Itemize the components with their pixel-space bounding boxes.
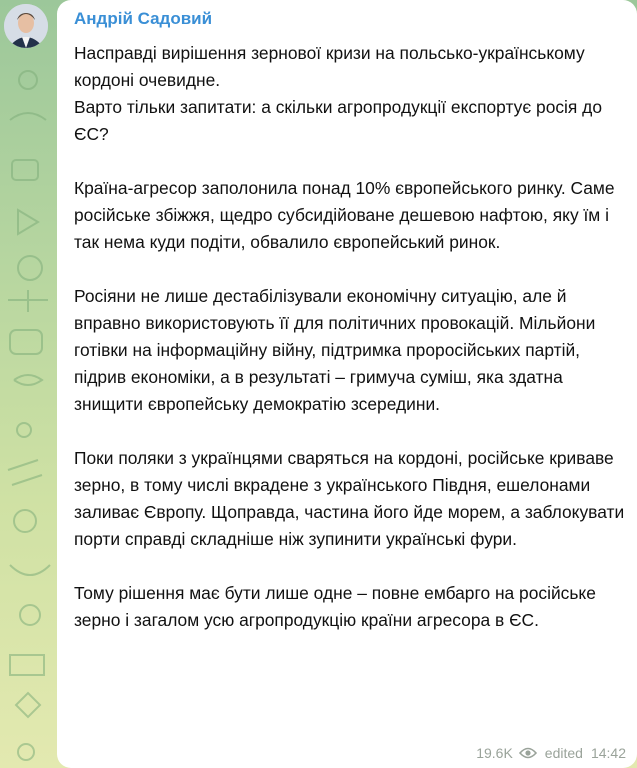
message-paragraph-1: Насправді вирішення зернової кризи на польсько-українському кордоні очевидне. Варто тільки запитати: а скільки агропродукції експортує росія до ЄС?	[74, 43, 602, 144]
message-paragraph-3: Росіяни не лише дестабілізували економічну ситуацію, але й вправно використовують її для політичних провокацій. Мільйони готівки на інформаційну війну, підтримка проросійських партій, підрив економіки, а в результаті – гримуча суміш, яка здатна знищити європейську демократію зсередини.	[74, 286, 596, 414]
edited-label: edited	[544, 745, 583, 761]
message-time: 14:42	[590, 745, 626, 761]
view-count: 19.6K	[476, 745, 513, 761]
person-avatar-icon	[4, 4, 48, 48]
message-paragraph-4: Поки поляки з українцями сваряться на кордоні, російське криваве зерно, в тому числі вкрадене з українського Півдня, ешелонами заливає Європу. Щоправда, частина його йде морем, а заблокувати порти справді складніше ніж зупинити українські фури.	[74, 448, 625, 549]
message-paragraph-5: Тому рішення має бути лише одне – повне ембарго на російське зерно і загалом усю агропродукцію країни агресора в ЄС.	[74, 583, 596, 630]
message-bubble	[57, 0, 637, 768]
author-avatar[interactable]	[4, 4, 48, 48]
message-text	[74, 40, 626, 634]
message-meta	[476, 745, 626, 761]
message-paragraph-2: Країна-агресор заполонила понад 10% європейського ринку. Саме російське збіжжя, щедро субсидійоване дешевою нафтою, яку їм і так нема куди подіти, обвалило європейський ринок.	[74, 178, 615, 252]
eye-icon	[519, 747, 537, 759]
author-name[interactable]: Андрій Садовий	[74, 9, 213, 28]
